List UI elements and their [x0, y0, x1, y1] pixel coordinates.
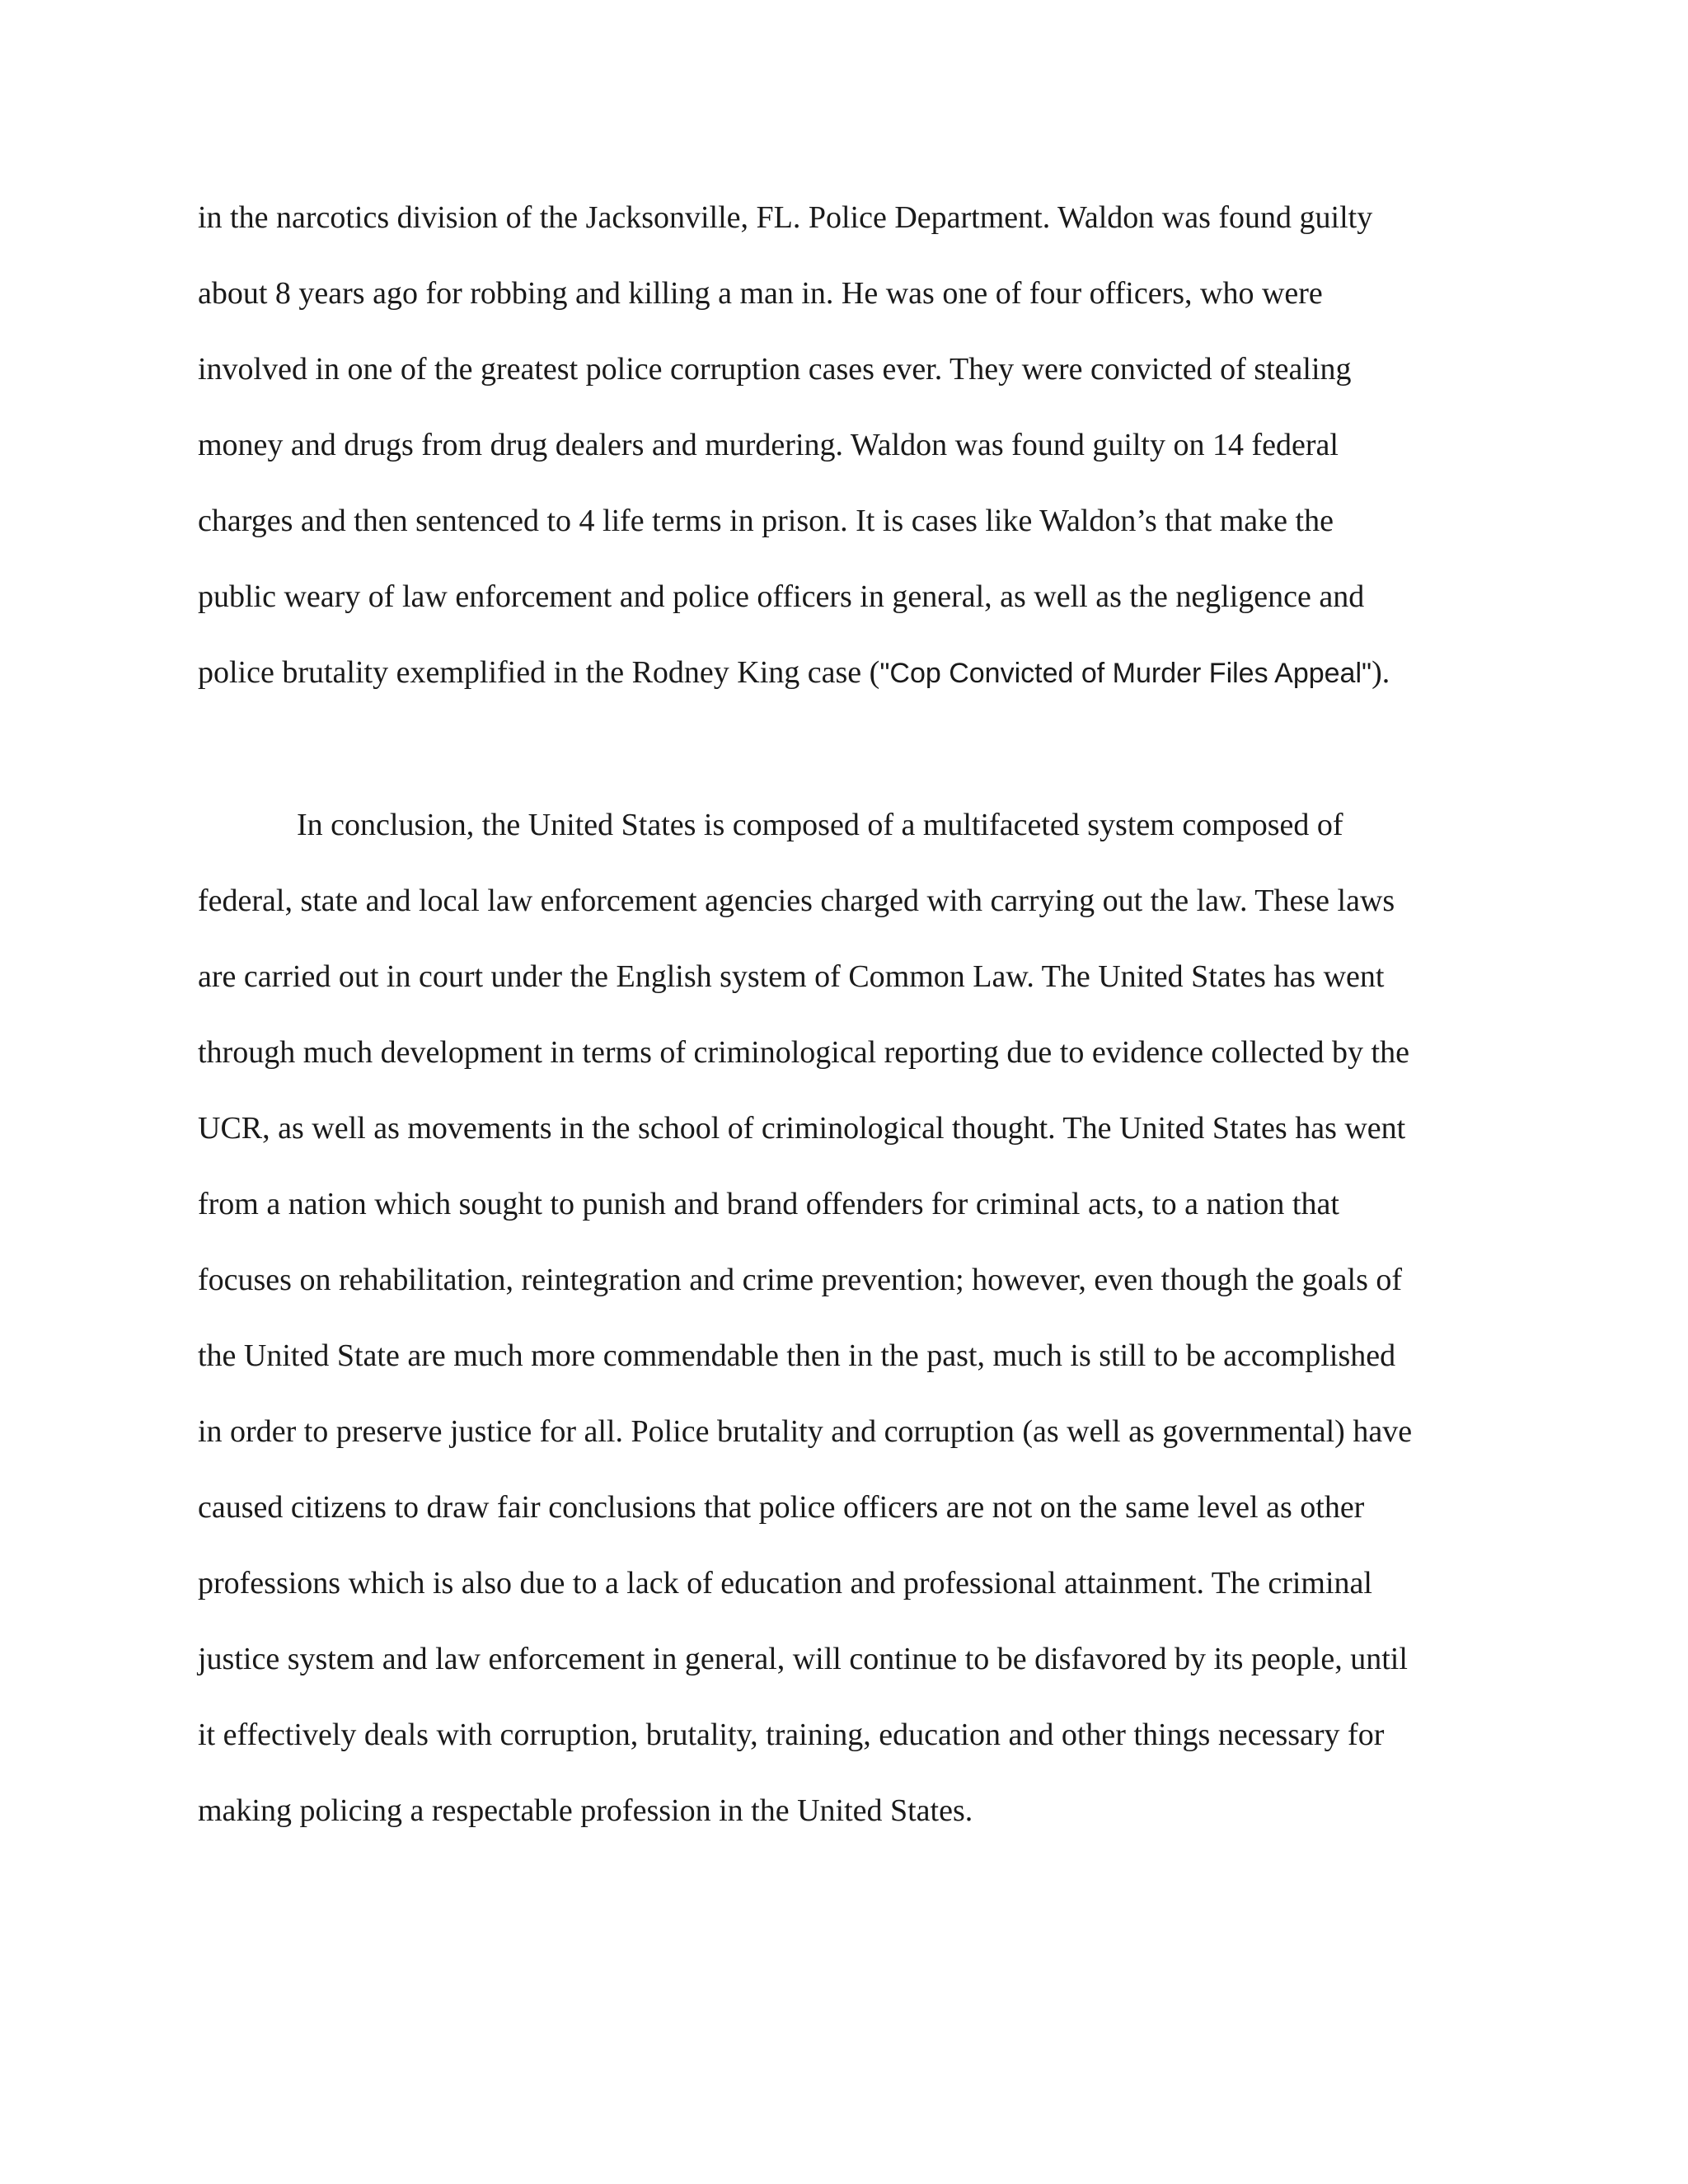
- last-line-end: ).: [1372, 655, 1390, 690]
- paragraph-last-line: [198, 635, 1517, 710]
- paragraph-line: caused citizens to draw fair conclusions that police officers are not on the same level as other: [198, 1490, 1365, 1525]
- paragraph-line: the United State are much more commendable then in the past, much is still to be accomplished: [198, 1338, 1396, 1373]
- paragraph-line: UCR, as well as movements in the school of criminological thought. The United States has went: [198, 1111, 1406, 1146]
- paragraph-line: are carried out in court under the English system of Common Law. The United States has went: [198, 959, 1385, 994]
- paragraph-line: federal, state and local law enforcement agencies charged with carrying out the law. These laws: [198, 883, 1395, 918]
- paragraph-line: in the narcotics division of the Jacksonville, FL. Police Department. Waldon was found guilty: [198, 200, 1373, 235]
- paragraph-1: [198, 180, 1517, 710]
- paragraph-line: charges and then sentenced to 4 life terms in prison. It is cases like Waldon’s that make the: [198, 504, 1334, 538]
- citation: "Cop Convicted of Murder Files Appeal": [879, 658, 1372, 689]
- paragraph-line: public weary of law enforcement and police officers in general, as well as the negligence and: [198, 579, 1365, 614]
- paragraph-first-line: In conclusion, the United States is composed of a multifaceted system composed of: [297, 808, 1343, 842]
- paragraph-line: from a nation which sought to punish and brand offenders for criminal acts, to a nation that: [198, 1187, 1339, 1221]
- paragraph-line: professions which is also due to a lack of education and professional attainment. The criminal: [198, 1566, 1372, 1601]
- last-line-text: police brutality exemplified in the Rodney King case (: [198, 655, 880, 690]
- paragraph-line: involved in one of the greatest police corruption cases ever. They were convicted of stealing: [198, 352, 1352, 387]
- paragraph-line: it effectively deals with corruption, brutality, training, education and other things necessary for: [198, 1718, 1385, 1752]
- paragraph-line: money and drugs from drug dealers and murdering. Waldon was found guilty on 14 federal: [198, 428, 1339, 462]
- paragraph-line: about 8 years ago for robbing and killing a man in. He was one of four officers, who were: [198, 276, 1323, 311]
- paragraph-line: in order to preserve justice for all. Police brutality and corruption (as well as governmental) have: [198, 1414, 1413, 1449]
- paragraph-line: through much development in terms of criminological reporting due to evidence collected by the: [198, 1035, 1409, 1070]
- paragraph-2: [198, 787, 1517, 1849]
- paragraph-line: justice system and law enforcement in general, will continue to be disfavored by its people, until: [198, 1642, 1408, 1676]
- paragraph-line: making policing a respectable profession in the United States.: [198, 1793, 973, 1828]
- paragraph-line: focuses on rehabilitation, reintegration and crime prevention; however, even though the goals of: [198, 1263, 1403, 1297]
